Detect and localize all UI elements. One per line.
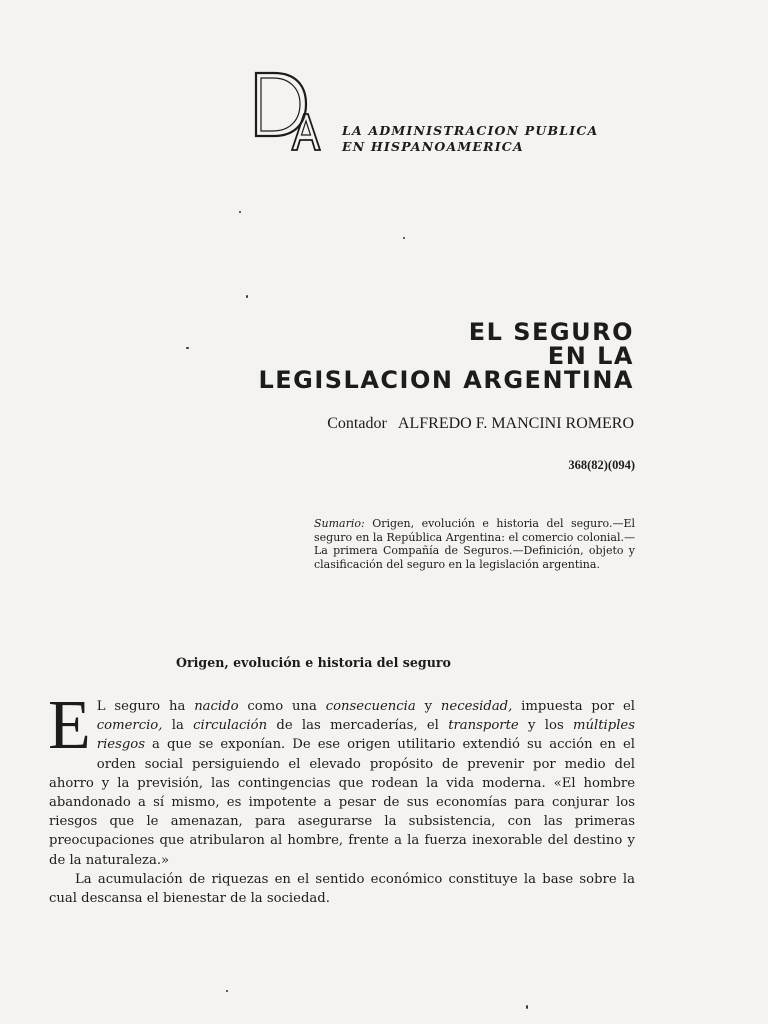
da-logo bbox=[252, 70, 322, 152]
summary-text: Origen, evolución e historia del seguro.—El seguro en la República Argentina: el comercio colonial.—La primera Compañía de Seguros.—Definición, objeto y clasificación del seguro en la legislación argentina. bbox=[314, 517, 635, 571]
da-logo-mark bbox=[252, 70, 322, 152]
paragraph-2: La acumulación de riquezas en el sentido económico constituye la base sobre la cual descansa el bienestar de la sociedad. bbox=[49, 871, 635, 907]
italic-run: circulación bbox=[193, 718, 268, 734]
text-run: L seguro ha bbox=[96, 699, 195, 714]
scan-speck bbox=[186, 347, 189, 349]
italic-run: múltiples riesgos bbox=[96, 718, 635, 753]
italic-run: nacido bbox=[194, 699, 239, 714]
scan-speck bbox=[239, 211, 241, 213]
author-label: Contador bbox=[327, 415, 387, 432]
scan-speck bbox=[246, 295, 248, 298]
italic-run: comercio, bbox=[96, 718, 163, 734]
text-run: y bbox=[415, 699, 441, 714]
scan-speck bbox=[403, 237, 405, 239]
text-run: de las mercaderías, el bbox=[267, 718, 449, 734]
scan-speck bbox=[226, 990, 228, 992]
author-line bbox=[327, 415, 634, 433]
title-line3: LEGISLACION ARGENTINA bbox=[258, 366, 634, 394]
text-run: como una bbox=[238, 699, 326, 714]
section-header bbox=[342, 123, 598, 155]
text-run: y los bbox=[518, 718, 574, 734]
text-run: impuesta por el bbox=[512, 699, 635, 714]
section-header-line2: EN HISPANOAMERICA bbox=[342, 139, 524, 154]
section-header-line1: LA ADMINISTRACION PUBLICA bbox=[342, 123, 599, 138]
paragraph-1 bbox=[48, 687, 635, 870]
summary-label: Sumario: bbox=[314, 517, 365, 530]
section-heading: Origen, evolución e historia del seguro bbox=[176, 655, 451, 670]
body-text bbox=[48, 687, 635, 908]
italic-run: consecuencia bbox=[325, 699, 416, 714]
title-line1: EL SEGURO bbox=[468, 318, 634, 346]
author-name: ALFREDO F. MANCINI ROMERO bbox=[397, 415, 634, 432]
summary-block bbox=[314, 517, 635, 571]
title-line2: EN LA bbox=[547, 342, 634, 370]
italic-run: necesidad, bbox=[440, 699, 513, 714]
text-run: la bbox=[162, 718, 194, 734]
drop-cap: E bbox=[48, 687, 91, 764]
article-title bbox=[258, 320, 634, 392]
text-run: a que se exponían. De ese origen utilitario extendió su acción en el orden social persiguiendo el elevado propósito de prevenir por medio del ahorro y la previsión, las contingencias que rodean la vida moderna. «El hombre abandonado a sí mismo, es impotente a pesar de sus economías para conjurar los riesgos que le amenazan, para asegurarse la subsistencia, con las primeras preocupaciones que atribularon al hombre, frente a la fuerza inexorable del destino y de la naturaleza.» bbox=[49, 737, 635, 868]
scan-speck bbox=[526, 1005, 528, 1009]
italic-run: transporte bbox=[448, 718, 519, 734]
classification-code: 368(82)(094) bbox=[568, 458, 635, 472]
